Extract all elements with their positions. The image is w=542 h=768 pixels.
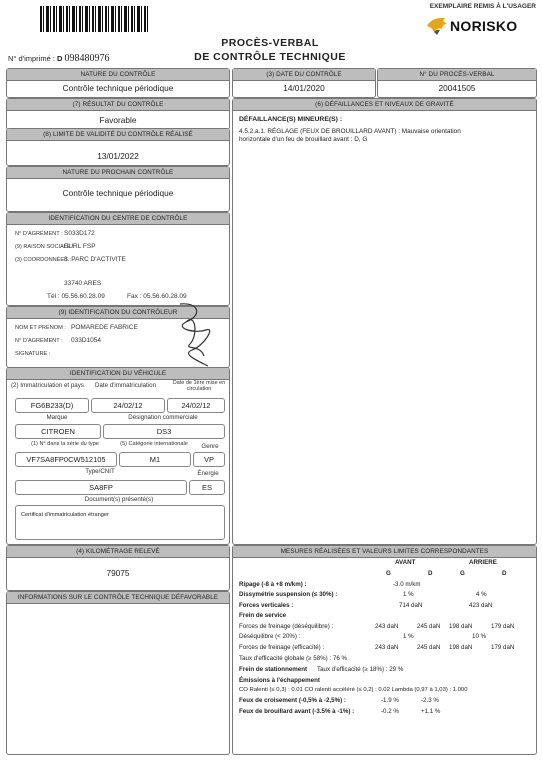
signature-label: SIGNATURE :: [15, 351, 51, 357]
co-line: CO Ralenti (≤ 0,3) : 0.01 CO ralenti accéléré (≤ 0,2) : 0.02 Lambda (0,97 à 1,03) : 1.000: [239, 687, 468, 693]
nature-box: [6, 68, 230, 98]
title-line1: PROCÈS-VERBAL: [221, 37, 319, 49]
taux-stat: Taux d'efficacité (≥ 18%) : 29 %: [317, 666, 404, 673]
imprime-label: N° d'imprimé :: [8, 54, 55, 63]
imprime-letter: D: [57, 54, 63, 63]
imprime-number: [8, 53, 110, 64]
docs-field: [15, 505, 225, 540]
deseq-av: 1 %: [403, 633, 414, 640]
centre-box: [6, 212, 230, 306]
date-label: (3) DATE DU CONTRÔLE: [233, 69, 375, 81]
controleur-label: (9) IDENTIFICATION DU CONTRÔLEUR: [7, 307, 229, 319]
date-immat-field: 24/02/12: [91, 398, 165, 413]
brouillard-label: Feux de brouillard avant (-3.5% à -1%) :: [239, 708, 355, 715]
controleur-nom-value: POMAREDE FABRICE: [71, 324, 138, 331]
ff-deseq-2: 198 daN: [449, 623, 473, 630]
dissym-label: Dissymétrie suspension (≤ 30%) :: [239, 591, 338, 598]
exemplaire-label: EXEMPLAIRE REMIS À L'USAGER: [429, 3, 536, 10]
dissym-ar: 4 %: [476, 591, 487, 598]
nature-label: NATURE DU CONTRÔLE: [7, 69, 229, 81]
premiere-label: Date de 1ère mise en circulation: [172, 380, 226, 392]
croisement-d: -2.3 %: [421, 697, 439, 704]
designation-label: Désignation commerciale: [128, 414, 198, 421]
nature-value: Contrôle technique périodique: [62, 83, 174, 93]
info-box: [6, 591, 230, 755]
genre-field: VP: [193, 452, 225, 467]
avant-g: G: [386, 570, 391, 577]
arriere-header: ARRIERE: [469, 559, 497, 566]
brouillard-g: -0.2 %: [381, 708, 399, 715]
ripage-label: [239, 581, 307, 588]
avant-header: AVANT: [395, 559, 416, 566]
type-field: SA8FP: [15, 480, 187, 495]
energie-label: Énergie: [197, 470, 219, 477]
centre-city: 33740 ARES: [64, 280, 102, 287]
arriere-g: G: [460, 570, 465, 577]
vehicule-box: [6, 367, 230, 545]
pv-label: N° DU PROCÈS-VERBAL: [378, 69, 536, 81]
centre-label: IDENTIFICATION DU CENTRE DE CONTRÔLE: [7, 213, 229, 225]
brouillard-d: +1.1 %: [421, 708, 441, 715]
coord-value: 8. PARC D'ACTIVITE: [64, 256, 126, 263]
taux-global: Taux d'efficacité globale (≥ 58%) : 76 %: [239, 655, 347, 662]
forces-v-label: Forces verticales :: [239, 602, 294, 609]
marque-field: CITROEN: [15, 424, 101, 439]
ff-eff-1: 245 daN: [417, 644, 441, 651]
categorie-label: (5) Catégorie internationale: [120, 441, 188, 447]
ff-deseq-3: 179 daN: [491, 623, 515, 630]
designation-field: DS3: [103, 424, 225, 439]
centre-agrement-value: S033D172: [64, 230, 95, 237]
next-box: [6, 166, 230, 212]
next-value: Contrôle technique périodique: [62, 188, 174, 198]
defaillances-section: DÉFAILLANCE(S) MINEURE(S) :: [239, 116, 343, 123]
coord-label: (3) COORDONNÉES :: [15, 257, 71, 263]
avant-d: D: [428, 570, 433, 577]
next-label: NATURE DU PROCHAIN CONTRÔLE: [7, 167, 229, 179]
docs-label: Document(s) présenté(s): [84, 496, 154, 503]
defaillance-line1: 4.5.2.a.1. RÉGLAGE (FEUX DE BROUILLARD AVANT) : Mauvaise orientation: [239, 128, 461, 135]
ff-deseq-label: Forces de freinage (déséquilibre) :: [239, 623, 334, 630]
controleur-nom-label: NOM ET PRÉNOM :: [15, 325, 66, 331]
ff-eff-2: 198 daN: [449, 644, 473, 651]
date-value: 14/01/2020: [283, 83, 325, 93]
energie-field: ES: [189, 480, 225, 495]
controleur-agrement-value: 033D1054: [71, 337, 101, 344]
centre-agrement-label: N° D'AGRÉMENT :: [15, 231, 63, 237]
result-value: Favorable: [99, 115, 137, 125]
forces-v-ar: 423 daN: [469, 602, 493, 609]
vehicule-label: IDENTIFICATION DU VÉHICULE: [7, 368, 229, 380]
defaillances-label: (6) DÉFAILLANCES ET NIVEAUX DE GRAVITÉ: [233, 99, 536, 111]
raison-label: (9) RAISON SOCIALE :: [15, 244, 74, 250]
arriere-d: D: [502, 570, 507, 577]
frein-service: Frein de service: [239, 612, 287, 619]
categorie-field: M1: [119, 452, 191, 467]
deseq-label: Déséquilibre (< 20%) :: [239, 633, 301, 640]
brand-name: NORISKO: [450, 18, 518, 34]
pv-box: [377, 68, 537, 98]
date-immat-label: Date d'immatriculation: [95, 382, 157, 389]
km-label: (4) KILOMÉTRAGE RELEVÉ: [7, 546, 229, 558]
validity-value: 13/01/2022: [97, 151, 139, 161]
croisement-label: Feux de croisement (-0,5% à -2,5%) :: [239, 697, 346, 704]
ff-eff-label: Forces de freinage (efficacité) :: [239, 644, 325, 651]
imprime-value: 098480976: [64, 53, 110, 64]
km-box: [6, 545, 230, 591]
serie-label: (1) N° dans la série du type: [31, 441, 99, 447]
info-label: INFORMATIONS SUR LE CONTRÔLE TECHNIQUE DÉFAVORABLE: [7, 592, 229, 604]
marque-label: Marque: [46, 414, 68, 421]
km-value: 79075: [106, 568, 130, 578]
pv-value: 20041505: [438, 83, 476, 93]
ff-deseq-1: 245 daN: [417, 623, 441, 630]
date-box: [232, 68, 376, 98]
norisko-logo: [426, 16, 536, 36]
serie-field: VF7SA8FP0CW512105: [15, 452, 117, 467]
type-label: Type/CNIT: [85, 468, 115, 475]
genre-label: Genre: [201, 443, 219, 450]
ff-deseq-0: 243 daN: [375, 623, 399, 630]
croisement-g: -1.9 %: [381, 697, 399, 704]
signature: [170, 300, 220, 370]
mesures-box: [232, 545, 537, 755]
ff-eff-3: 179 daN: [491, 644, 515, 651]
ff-eff-0: 243 daN: [375, 644, 399, 651]
defaillance-line2: horizontale d'un feu de brouillard avant : D, G: [239, 136, 368, 143]
frein-stat: Frein de stationnement: [239, 666, 308, 673]
eagle-icon: [426, 16, 448, 36]
controleur-agrement-label: N° D'AGRÉMENT :: [15, 338, 63, 344]
docs-value: Certificat d'immatriculation étranger: [21, 512, 109, 518]
immat-label: (2) Immatriculation et pays: [11, 382, 84, 389]
mesures-label: MESURES RÉALISÉES ET VALEURS LIMITES CORRESPONDANTES: [233, 546, 536, 558]
deseq-ar: 10 %: [472, 633, 487, 640]
validity-box: [6, 128, 230, 166]
barcode: [40, 6, 150, 32]
premiere-field: 24/02/12: [167, 398, 225, 413]
ripage-value: -3.0 m/km: [393, 581, 421, 588]
result-label: (7) RÉSULTAT DU CONTRÔLE: [7, 99, 229, 111]
centre-tel: Tél : 05.56.60.28.09: [47, 293, 105, 300]
immat-field: FG6B233(D): [15, 398, 89, 413]
result-box: [6, 98, 230, 130]
raison-value: EURL FSP: [64, 243, 96, 250]
defaillances-box: [232, 98, 537, 545]
title-line2: DE CONTRÔLE TECHNIQUE: [194, 51, 346, 63]
dissym-av: 1 %: [403, 591, 414, 598]
forces-v-av: 714 daN: [399, 602, 423, 609]
ripage-label-text: Ripage (-8 à +8 m/km) :: [239, 581, 307, 588]
centre-fax: Fax : 05.56.60.28.09: [127, 293, 187, 300]
emissions: Émissions à l'échappement: [239, 677, 320, 684]
validity-label: (8) LIMITE DE VALIDITÉ DU CONTRÔLE RÉALISÉ: [7, 129, 229, 141]
